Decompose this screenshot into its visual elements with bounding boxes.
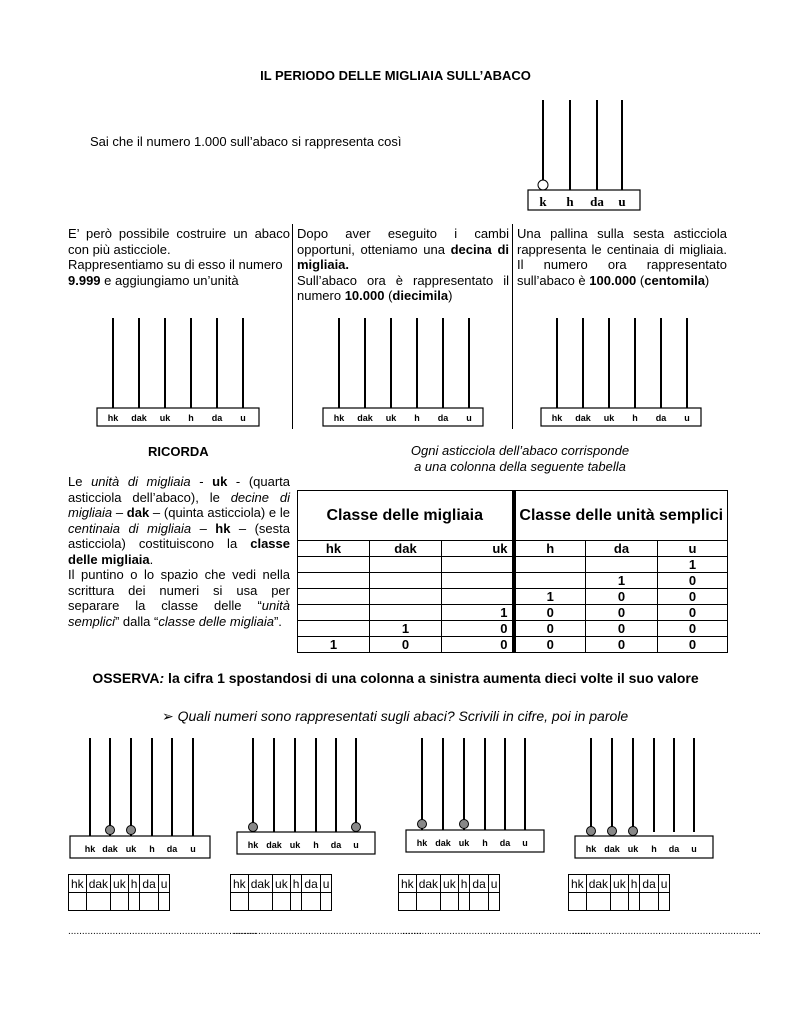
abacus-label: h [149, 844, 155, 854]
top-abacus [527, 100, 642, 215]
ricorda-heading: RICORDA [148, 444, 209, 459]
exercise-abacus-2 [235, 738, 380, 863]
abacus-label: uk [125, 844, 137, 854]
abacus-label: dak [435, 838, 451, 848]
abacus-label: u [691, 844, 697, 854]
abacus-label: h [566, 194, 574, 209]
header-migliaia: Classe delle migliaia [298, 491, 514, 541]
abacus-label: da [668, 844, 680, 854]
abacus-label: u [522, 838, 528, 848]
answer-cell[interactable] [248, 893, 272, 911]
abacus-label: dak [266, 840, 282, 850]
exercise-abacus-3 [404, 738, 549, 863]
abacus-bead [249, 823, 258, 832]
table-row: 1 0 0 0 0 0 [298, 637, 728, 653]
answer-cell[interactable] [628, 893, 640, 911]
abacus-label: u [618, 194, 626, 209]
answer-cell[interactable] [86, 893, 110, 911]
abacus-label: hk [333, 413, 345, 423]
abacus-label: dak [575, 413, 591, 423]
abacus-label: dak [604, 844, 620, 854]
abacus-label: u [240, 413, 246, 423]
abacus-bead [127, 826, 136, 835]
exercise-abacus-1 [68, 738, 213, 863]
answer-cell[interactable] [416, 893, 440, 911]
answer-cell[interactable] [128, 893, 140, 911]
answer-line[interactable]: .................................................................... [402, 926, 591, 937]
page-title: IL PERIODO DELLE MIGLIAIA SULL’ABACO [260, 68, 531, 83]
answer-cell[interactable] [611, 893, 629, 911]
intro-text: Sai che il numero 1.000 sull’abaco si rappresenta così [90, 134, 402, 149]
abacus-empty-3 [540, 318, 710, 430]
abacus-label: da [437, 413, 449, 423]
column-3-text: Una pallina sulla sesta asticciola rappresenta le centinaia di migliaia. Il numero ora rappresentato sull’abaco è 100.000 (centomila) [517, 226, 727, 288]
abacus-label: da [499, 838, 511, 848]
class-table [297, 490, 728, 653]
abacus-label: da [211, 413, 223, 423]
column-2-text: Dopo aver eseguito i cambi opportuni, otteniamo una decina di migliaia. Sull’abaco ora è rappresentato il numero 10.000 (diecimila) [297, 226, 509, 303]
abacus-label: dak [357, 413, 373, 423]
abacus-bead [608, 827, 617, 836]
abacus-bead [106, 826, 115, 835]
header-unita-semplici: Classe delle unità semplici [514, 491, 728, 541]
abacus-empty-2 [322, 318, 492, 430]
abacus-label: hk [585, 844, 597, 854]
abacus-label: hk [247, 840, 259, 850]
table-row: 1 0 0 0 0 [298, 621, 728, 637]
answer-cell[interactable] [399, 893, 417, 911]
table-row: 1 0 0 0 [298, 605, 728, 621]
abacus-label: u [190, 844, 196, 854]
abacus-label: h [651, 844, 657, 854]
abacus-label: uk [603, 413, 615, 423]
answer-cell[interactable] [458, 893, 470, 911]
answer-line[interactable]: .................................................................... [233, 926, 422, 937]
answer-cell[interactable] [69, 893, 87, 911]
answer-line[interactable]: .................................................................... [68, 926, 257, 937]
abacus-label: uk [385, 413, 397, 423]
abacus-label: hk [84, 844, 96, 854]
exercise-question: ➢ Quali numeri sono rappresentati sugli abaci? Scrivili in cifre, poi in parole [162, 708, 629, 724]
abacus-label: uk [627, 844, 639, 854]
abacus-bead [352, 823, 361, 832]
column-divider [292, 224, 293, 429]
answer-cell[interactable] [320, 893, 332, 911]
abacus-label: k [539, 194, 547, 209]
abacus-label: uk [159, 413, 171, 423]
column-header: dak [370, 541, 442, 557]
abacus-label: h [188, 413, 194, 423]
table-row: 1 0 [298, 573, 728, 589]
answer-cell[interactable] [586, 893, 610, 911]
answer-line[interactable]: .................................................................... [572, 926, 761, 937]
abacus-label: u [684, 413, 690, 423]
abacus-label: da [655, 413, 667, 423]
table-row: 1 [298, 557, 728, 573]
answer-cell[interactable] [140, 893, 158, 911]
answer-cell[interactable] [273, 893, 291, 911]
column-header: u [658, 541, 728, 557]
answer-cell[interactable] [231, 893, 249, 911]
answer-cell[interactable] [470, 893, 488, 911]
abacus-label: u [466, 413, 472, 423]
answer-cell[interactable] [111, 893, 129, 911]
answer-cell[interactable] [488, 893, 500, 911]
ricorda-text: Le unità di migliaia - uk - (quarta asticciola dell’abaco), le decine di migliaia – dak – (quinta asticciola) e le centinaia di migliaia – hk – (sesta asticciola) costituiscono la classe delle migliaia. Il puntino o lo spazio che vedi nella scrittura dei numeri si usa per separare la classe delle “unità semplici” dalla “classe delle migliaia”. [68, 474, 291, 629]
arrow-bullet-icon: ➢ [162, 708, 174, 724]
abacus-label: hk [551, 413, 563, 423]
answer-table-1[interactable]: hk dak uk h da u [68, 874, 170, 911]
answer-cell[interactable] [302, 893, 320, 911]
answer-table-3[interactable]: hk dak uk h da u [398, 874, 500, 911]
abacus-label: uk [289, 840, 301, 850]
table-row: 1 0 0 [298, 589, 728, 605]
column-header: hk [298, 541, 370, 557]
abacus-label: h [482, 838, 488, 848]
abacus-label: h [414, 413, 420, 423]
table-caption: Ogni asticciola dell’abaco corrisponde a una colonna della seguente tabella [410, 443, 630, 474]
column-header: h [514, 541, 586, 557]
abacus-label: h [313, 840, 319, 850]
abacus-label: u [353, 840, 359, 850]
abacus-bead [587, 827, 596, 836]
abacus-empty-1 [96, 318, 266, 430]
abacus-label: dak [131, 413, 147, 423]
abacus-bead [538, 180, 548, 190]
column-header: uk [442, 541, 514, 557]
abacus-label: da [166, 844, 178, 854]
abacus-label: h [632, 413, 638, 423]
answer-cell[interactable] [658, 893, 670, 911]
abacus-label: uk [458, 838, 470, 848]
abacus-bead [629, 827, 638, 836]
column-1-text: E’ però possibile costruire un abaco con più asticciole. Rappresentiamo su di esso il numero 9.999 e aggiungiamo un’unità [68, 226, 290, 288]
abacus-label: dak [102, 844, 118, 854]
abacus-label: da [590, 194, 604, 209]
answer-cell[interactable] [640, 893, 658, 911]
column-divider [512, 224, 513, 429]
abacus-bead [460, 820, 469, 829]
answer-cell[interactable] [441, 893, 459, 911]
answer-table-4[interactable]: hk dak uk h da u [568, 874, 670, 911]
exercise-abacus-4 [573, 738, 718, 863]
answer-cell[interactable] [158, 893, 170, 911]
abacus-label: hk [107, 413, 119, 423]
answer-cell[interactable] [290, 893, 302, 911]
abacus-label: da [330, 840, 342, 850]
answer-table-2[interactable]: hk dak uk h da u [230, 874, 332, 911]
abacus-label: hk [416, 838, 428, 848]
abacus-bead [418, 820, 427, 829]
column-header: da [586, 541, 658, 557]
osserva-note: OSSERVA: la cifra 1 spostandosi di una colonna a sinistra aumenta dieci volte il suo valore [92, 670, 699, 686]
answer-cell[interactable] [569, 893, 587, 911]
